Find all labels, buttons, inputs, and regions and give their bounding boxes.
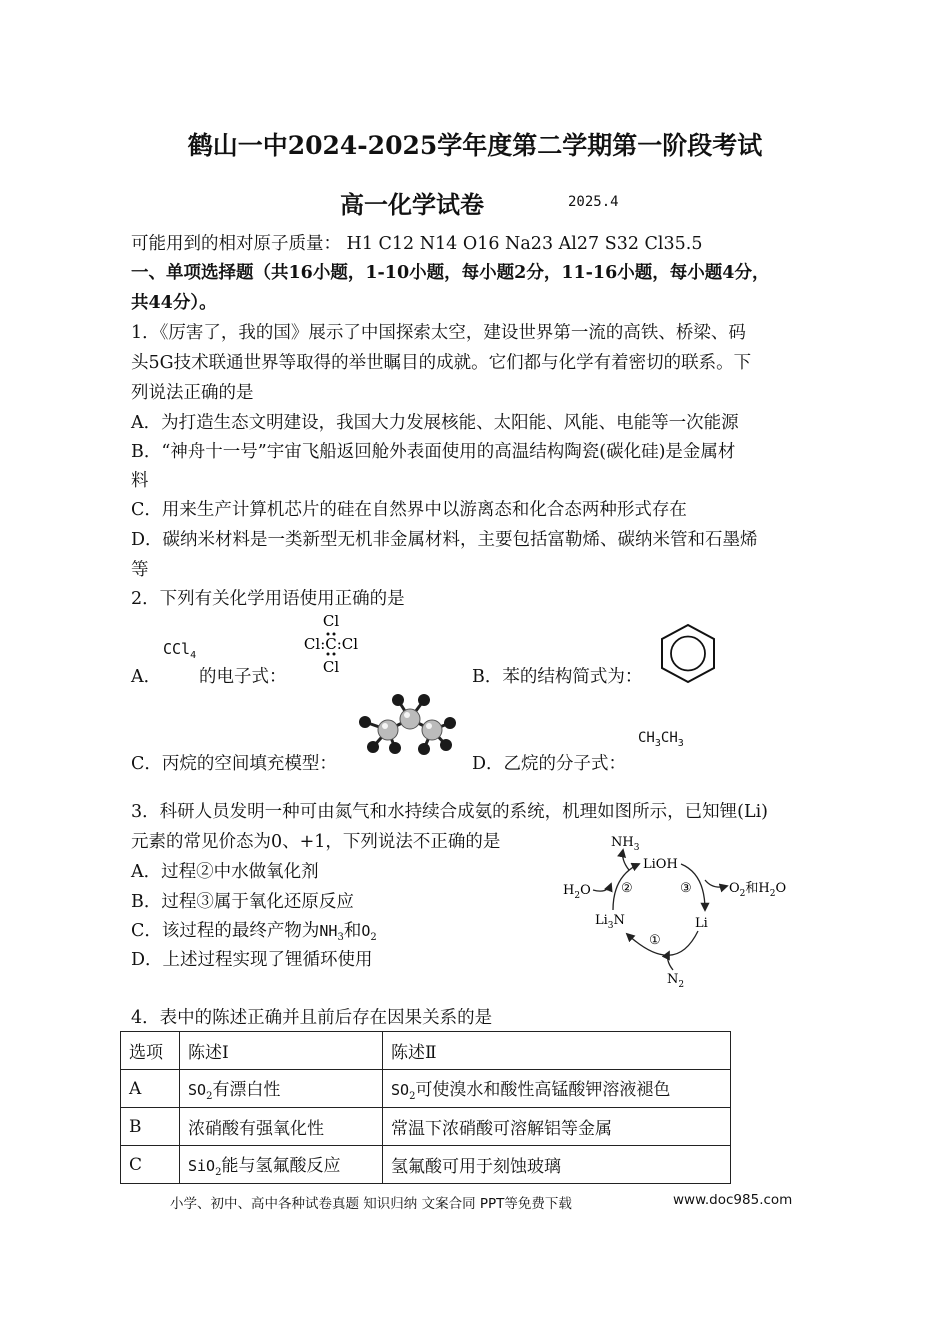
electron-top-cl: Cl [322, 612, 340, 630]
row-statement-2: $SO_2$可使溴水和酸性高锰酸钾溶液褪色 [383, 1070, 731, 1108]
q1-stem-line2: 头5G技术联通世界等取得的举世瞩目的成就。它们都与化学有着密切的联系。下 [131, 353, 752, 373]
q4-table [120, 1031, 731, 1184]
q1-stem-line1: 1．《厉害了，我的国》展示了中国探索太空，建设世界第一流的高铁、桥梁、码 [131, 323, 746, 343]
ccl4-electron-formula [290, 608, 380, 678]
label-nh3: $NH_3$ [611, 835, 640, 853]
q3-stem-line1: 3．科研人员发明一种可由氮气和水持续合成氨的系统，机理如图所示，已知锂(Li) [131, 802, 769, 822]
electron-dot [333, 653, 336, 656]
electron-bottom-cl: Cl [322, 658, 340, 676]
row-statement-1: $SO_2$有漂白性 [180, 1070, 383, 1108]
q3-option-a: A．过程②中水做氧化剂 [131, 862, 319, 882]
q1-option-c: C．用来生产计算机芯片的硅在自然界中以游离态和化合态两种形式存在 [131, 500, 687, 520]
q2-stem: 2．下列有关化学用语使用正确的是 [131, 589, 405, 609]
q2-option-a-label: A． [131, 667, 162, 687]
row-statement-1: 浓硝酸有强氧化性 [180, 1108, 383, 1146]
step-3-label: ③ [680, 881, 692, 896]
section-heading: 一、单项选择题（共16小题，1-10小题，每小题2分，11-16小题，每小题4分， [131, 263, 770, 283]
footer-text: 小学、初中、高中各种试卷真题 知识归纳 文案合同 PPT等免费下载 [170, 1196, 572, 1212]
label-li3n: $Li_3N$ [595, 913, 625, 931]
row-option: C [121, 1146, 180, 1184]
q3-option-c: C．该过程的最终产物为$NH_3$和$O_2$ [131, 921, 377, 943]
electron-dot [327, 633, 330, 636]
q2-option-d: D．乙烷的分子式： [472, 754, 627, 774]
label-n2: $N_2$ [667, 972, 685, 990]
header-statement-2: 陈述Ⅱ [383, 1032, 731, 1070]
label-li: Li [695, 916, 708, 931]
benzene-structure [655, 622, 721, 684]
q1-option-d-cont: 等 [131, 560, 149, 580]
header-statement-1: 陈述Ⅰ [180, 1032, 383, 1070]
row-option: B [121, 1108, 180, 1146]
q3-stem-line2: 元素的常见价态为0、+1，下列说法不正确的是 [131, 832, 501, 852]
label-o2-and-h2o: $O_2$和$H_2O$ [729, 881, 787, 899]
step-1-label: ① [649, 933, 661, 948]
q2-option-b: B．苯的结构简式为： [472, 667, 643, 687]
q2-option-c: C．丙烷的空间填充模型： [131, 754, 337, 774]
row-option: A [121, 1070, 180, 1108]
header-option: 选项 [121, 1032, 180, 1070]
q2-option-a-formula: CCl$_4$ [163, 640, 197, 661]
q3-option-b: B．过程③属于氧化还原反应 [131, 892, 354, 912]
row-statement-2: 常温下浓硝酸可溶解铝等金属 [383, 1108, 731, 1146]
table-row [121, 1108, 731, 1146]
q1-option-b-cont: 料 [131, 471, 149, 491]
q4-stem: 4．表中的陈述正确并且前后存在因果关系的是 [131, 1008, 493, 1028]
electron-dot [333, 633, 336, 636]
exam-subtitle: 高一化学试卷 [340, 190, 484, 219]
propane-space-filling-model [354, 690, 464, 760]
table-header-row [121, 1032, 731, 1070]
q2-option-a-text: 的电子式： [199, 667, 287, 687]
atomic-masses: 可能用到的相对原子质量： H1 C12 N14 O16 Na23 Al27 S32 Cl35.5 [131, 234, 703, 254]
q2-option-d-formula: $CH_3CH_3$ [638, 730, 684, 749]
table-row [121, 1146, 731, 1184]
label-lioh: LiOH [643, 857, 678, 872]
electron-dot [327, 653, 330, 656]
label-h2o: $H_2O$ [563, 883, 591, 901]
arrow-o2-out [705, 880, 727, 887]
exam-title: 鹤山一中2024-2025学年度第二学期第一阶段考试 [187, 131, 763, 160]
q1-option-b: B．“神舟十一号”宇宙飞船返回舱外表面使用的高温结构陶瓷(碳化硅)是金属材 [131, 442, 736, 462]
lithium-cycle-diagram [555, 828, 815, 993]
exam-date: 2025.4 [568, 194, 619, 210]
arrow-h2o-in [593, 884, 611, 891]
q1-stem-line3: 列说法正确的是 [131, 383, 254, 403]
step-2-label: ② [621, 881, 633, 896]
row-statement-2: 氢氟酸可用于刻蚀玻璃 [383, 1146, 731, 1184]
section-heading-cont: 共44分）。 [131, 293, 217, 313]
q1-option-a: A．为打造生态文明建设，我国大力发展核能、太阳能、风能、电能等一次能源 [131, 413, 739, 433]
arrow-nh3-out [623, 850, 629, 870]
table-row [121, 1070, 731, 1108]
q1-option-d: D．碳纳米材料是一类新型无机非金属材料，主要包括富勒烯、碳纳米管和石墨烯 [131, 530, 758, 550]
row-statement-1: SiO$_2$能与氢氟酸反应 [180, 1146, 383, 1184]
q3-option-d: D．上述过程实现了锂循环使用 [131, 950, 373, 970]
footer-url[interactable]: www.doc985.com [673, 1192, 793, 1208]
electron-mid-row: Cl:C:Cl [303, 635, 359, 653]
arrow-step-1 [627, 931, 698, 955]
